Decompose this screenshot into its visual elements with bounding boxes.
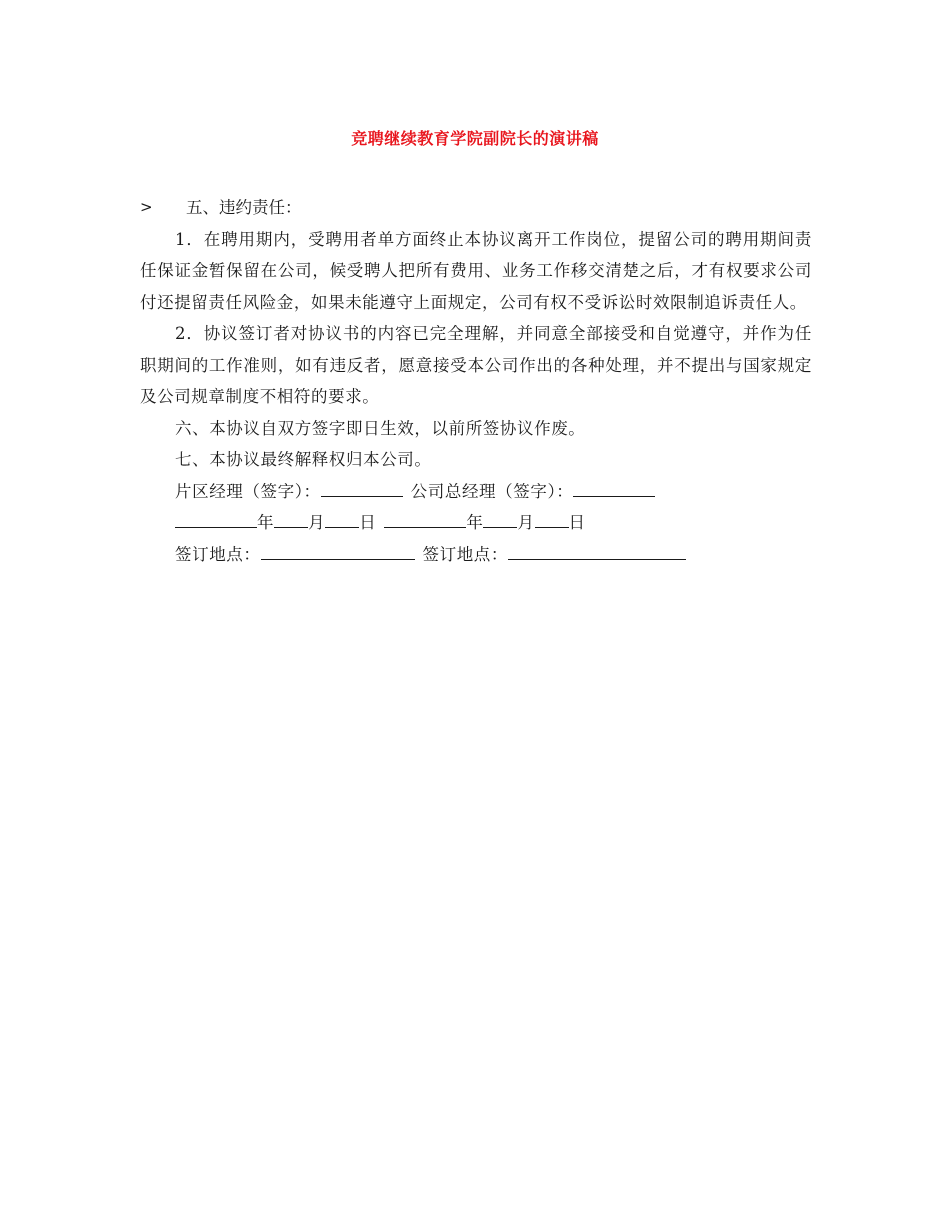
date-line xyxy=(140,507,812,539)
place-blank-1 xyxy=(261,539,415,560)
date-year-blank-2 xyxy=(384,507,466,528)
date-year-blank-1 xyxy=(175,507,257,528)
place-line xyxy=(140,539,812,571)
year-label-2: 年 xyxy=(466,513,484,532)
paragraph-1: 1．在聘用期内，受聘用者单方面终止本协议离开工作岗位，提留公司的聘用期间责任保证金暂保留在公司，候受聘人把所有费用、业务工作移交清楚之后，才有权要求公司付还提留责任风险金，如果未能遵守上面规定，公司有权不受诉讼时效限制追诉责任人。 xyxy=(140,229,812,312)
day-label-1: 日 xyxy=(359,513,377,532)
document-body xyxy=(140,192,812,570)
place-label-1: 签订地点： xyxy=(175,544,261,564)
bullet-arrow-icon: > xyxy=(140,198,153,216)
place-label-2: 签订地点： xyxy=(422,544,508,564)
section5-heading-row xyxy=(140,192,812,224)
month-label-2: 月 xyxy=(517,513,535,532)
section5-heading: 五、违约责任： xyxy=(186,198,302,217)
section6-text: 六、本协议自双方签字即日生效，以前所签协议作废。 xyxy=(175,418,586,438)
date-month-blank-2 xyxy=(483,507,517,528)
date-day-blank-1 xyxy=(325,507,359,528)
month-label-1: 月 xyxy=(308,513,326,532)
manager-signature-blank xyxy=(321,476,403,497)
date-month-blank-1 xyxy=(274,507,308,528)
manager-signature-label: 片区经理（签字）： xyxy=(175,481,321,501)
day-label-2: 日 xyxy=(568,513,586,532)
section7-text: 七、本协议最终解释权归本公司。 xyxy=(175,450,432,469)
date-day-blank-2 xyxy=(535,507,569,528)
paragraph-2: 2．协议签订者对协议书的内容已完全理解，并同意全部接受和自觉遵守，并作为任职期间的工作准则，如有违反者，愿意接受本公司作出的各种处理，并不提出与国家规定及公司规章制度不相符的要求。 xyxy=(140,324,812,406)
gm-signature-blank xyxy=(573,476,655,497)
year-label-1: 年 xyxy=(257,513,275,532)
signature-line xyxy=(140,476,812,508)
place-blank-2 xyxy=(508,539,686,560)
document-title: 竞聘继续教育学院副院长的演讲稿 xyxy=(351,129,599,148)
gm-signature-label: 公司总经理（签字）： xyxy=(410,481,574,501)
